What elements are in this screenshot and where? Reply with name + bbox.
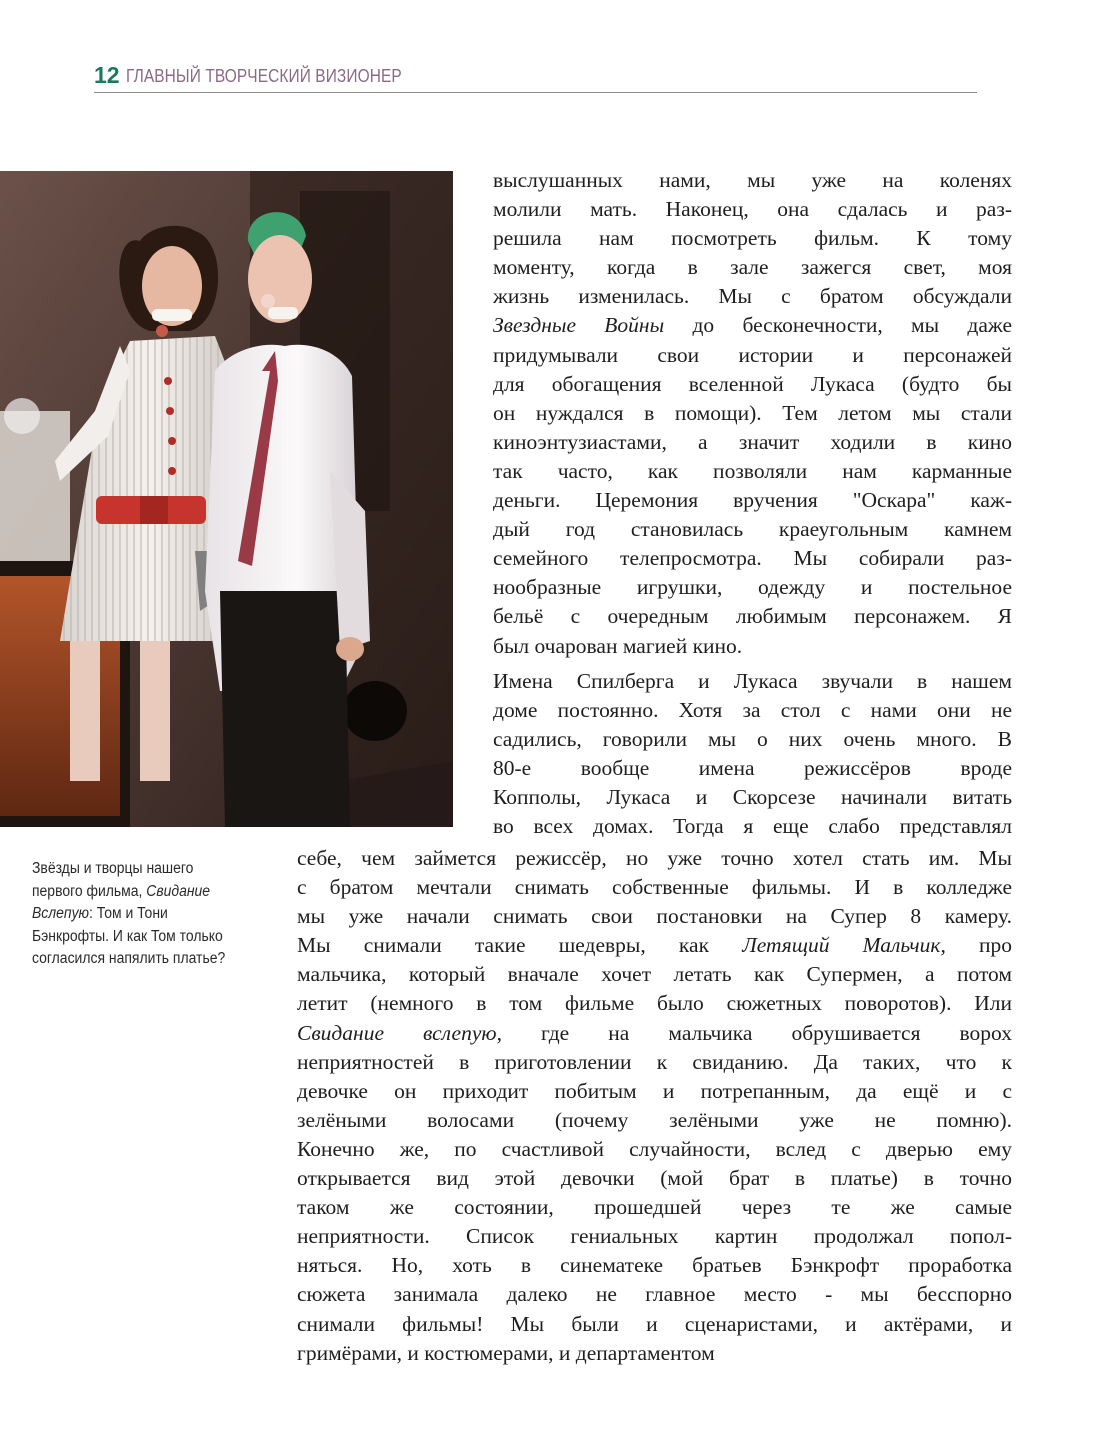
caption-line: первого фильма, Свидание [32, 882, 211, 900]
text-line: выслушанных нами, мы уже на коленях [493, 168, 1012, 192]
text-line: снимали фильмы! Мы были и сценаристами, и актёрами, и [297, 1311, 1012, 1336]
caption-line: Звёзды и творцы нашего [32, 860, 194, 877]
text-line: для обогащения вселенной Лукаса (будто бы [493, 371, 1012, 396]
text-line: садились, говорили мы о них очень много. В [493, 726, 1012, 751]
text-line: деньги. Церемония вручения "Оскара" каж- [493, 488, 1012, 513]
text-line: 80-е вообще имена режиссёров вроде [493, 755, 1012, 780]
photo-illustration [0, 171, 453, 827]
text-line: Имена Спилберга и Лукаса звучали в нашем [493, 668, 1012, 693]
text-line: открывается вид этой девочки (мой брат в платье) в точно [297, 1166, 1012, 1191]
text-line: он нуждался в помощи). Тем летом мы стали [493, 400, 1012, 425]
text-line: Копполы, Лукаса и Скорсезе начинали витать [493, 784, 1012, 809]
text-line: киноэнтузиастами, а значит ходили в кино [493, 429, 1012, 454]
text-line: был очарован магией кино. [493, 633, 743, 658]
text-line: во всех домах. Тогда я еще слабо представлял [493, 814, 1012, 839]
photo-caption [32, 858, 278, 971]
page-number: 12 [94, 62, 120, 88]
caption-line: согласился напялить платье? [32, 950, 226, 968]
caption-line: Вслепую: Том и Тони [32, 905, 168, 923]
caption-line: Бэнкрофты. И как Том только [32, 927, 223, 945]
photo [0, 171, 453, 827]
text-line: моменту, когда в зале зажегся свет, моя [493, 255, 1012, 280]
text-line: неприятностей в приготовлении к свиданию. Да таких, что к [297, 1049, 1012, 1074]
text-line: Звездные Войны до бесконечности, мы даже [493, 313, 1012, 338]
text-line: мы уже начали снимать свои постановки на Супер 8 камеру. [297, 904, 1012, 929]
running-title: ГЛАВНЫЙ ТВОРЧЕСКИЙ ВИЗИОНЕР [126, 66, 402, 86]
text-line: Мы снимали такие шедевры, как Летящий Мальчик, про [297, 933, 1012, 958]
text-line: сюжета занимала далеко не главное место - мы бесспорно [297, 1282, 1012, 1307]
text-line: летит (немного в том фильме было сюжетных поворотов). Или [297, 991, 1012, 1016]
text-line: зелёными волосами (почему зелёными уже не помню). [297, 1107, 1012, 1132]
text-line: доме постоянно. Хотя за стол с нами они не [493, 697, 1012, 722]
text-line: придумывали свои истории и персонажей [493, 342, 1012, 367]
text-line: молили мать. Наконец, она сдалась и раз- [493, 197, 1012, 222]
page-header [94, 60, 977, 93]
text-line: дый год становилась краеугольным камнем [493, 517, 1012, 542]
text-line: так часто, как позволяли нам карманные [493, 458, 1012, 483]
text-line: няться. Но, хоть в синематеке братьев Бэнкрофт проработка [297, 1253, 1012, 1278]
text-line: с братом мечтали снимать собственные фильмы. И в колледже [297, 875, 1012, 900]
text-line: таком же состоянии, прошедшей через те же самые [297, 1195, 1012, 1220]
text-line: гримёрами, и костюмерами, и департаментом [297, 1340, 715, 1365]
text-line: Конечно же, по счастливой случайности, вслед с дверью ему [297, 1136, 1012, 1161]
text-line: жизнь изменилась. Мы с братом обсуждали [493, 284, 1012, 309]
text-line: неприятности. Список гениальных картин продолжал попол- [297, 1224, 1012, 1249]
body-text-lower [297, 844, 1012, 1368]
text-line: Свидание вслепую, где на мальчика обрушивается ворох [297, 1020, 1012, 1045]
text-line: семейного телепросмотра. Мы собирали раз- [493, 546, 1012, 571]
text-line: себе, чем займется режиссёр, но уже точно хотел стать им. Мы [297, 846, 1012, 870]
text-line: нообразные игрушки, одежду и постельное [493, 575, 1012, 600]
text-line: мальчика, который вначале хочет летать как Супермен, а потом [297, 962, 1012, 987]
text-line: решила нам посмотреть фильм. К тому [493, 226, 1012, 251]
body-text-upper [493, 166, 1012, 841]
text-line: бельё с очередным любимым персонажем. Я [493, 604, 1012, 629]
text-line: девочке он приходит побитым и потрепанным, да ещё и с [297, 1078, 1012, 1103]
